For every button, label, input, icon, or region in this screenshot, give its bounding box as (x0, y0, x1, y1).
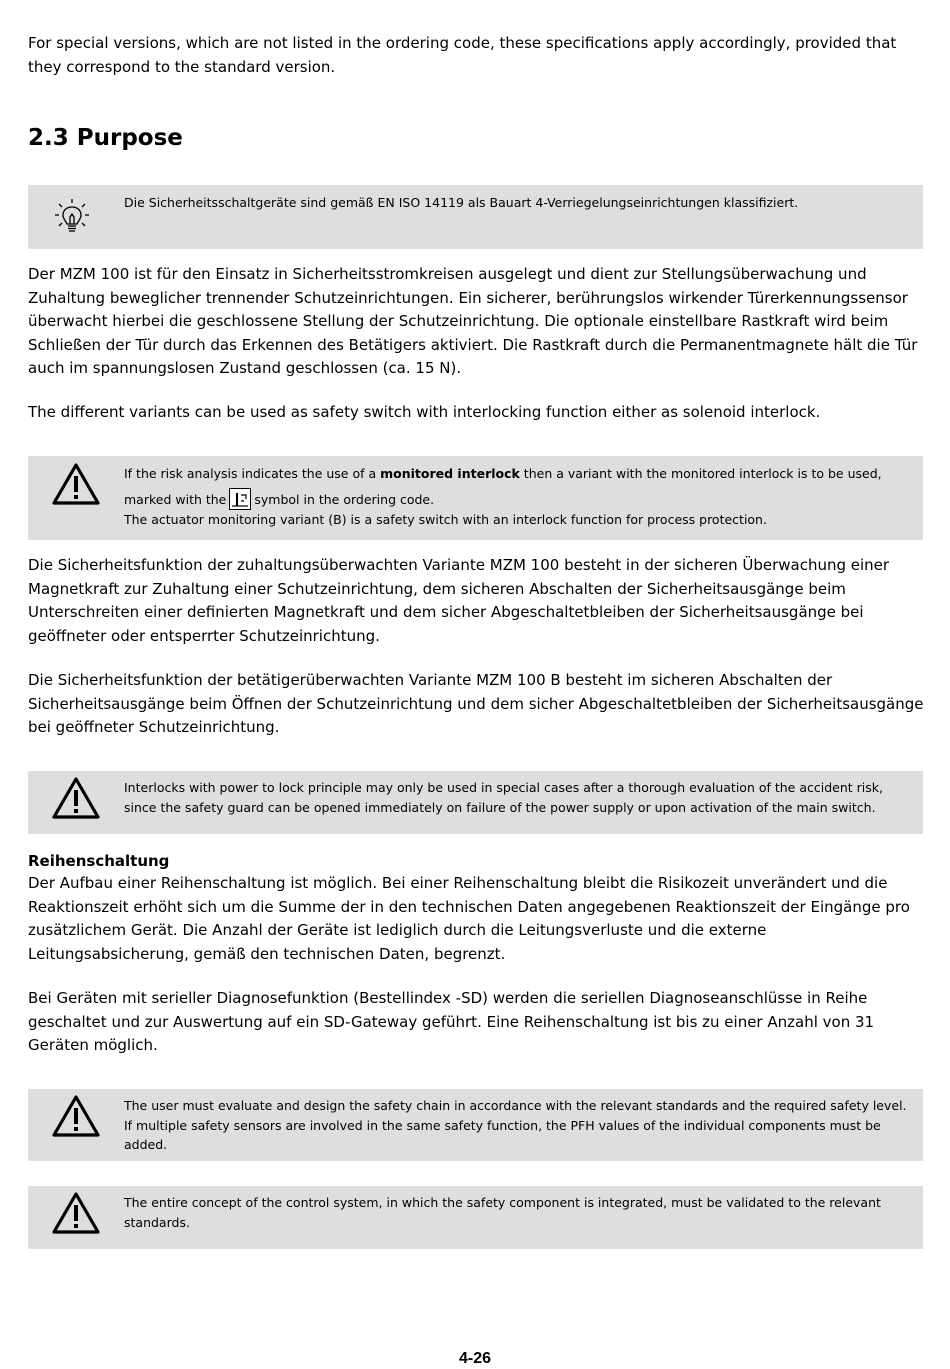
warning-box-power-to-lock (28, 771, 923, 834)
warning-icon (52, 1191, 100, 1239)
warning-text-power-to-lock: Interlocks with power to lock principle may only be used in special cases after a thorough evaluation of the accident risk, since the safety guard can be opened immediately on failure of the power supply or upon activation of the main switch. (124, 780, 883, 815)
warning-box-monitored-interlock (28, 456, 923, 540)
monitored-interlock-emphasis: monitored interlock (380, 466, 520, 481)
series-heading: Reihenschaltung (28, 852, 170, 870)
series-paragraph-1: Der Aufbau einer Reihenschaltung ist möglich. Bei einer Reihenschaltung bleibt die Risikozeit unverändert und die Reaktionszeit erhöht sich um die Summe der in den technischen Daten angegebenen Reaktionszeit der Eingänge pro zusätzlichem Gerät. Die Anzahl der Geräte ist lediglich durch die Leitungsverluste und die externe Leitungsabsicherung, gemäß den technischen Daten, begrenzt. (28, 874, 910, 963)
monitored-interlock-symbol-icon (229, 488, 251, 510)
warning-line-1-start: If the risk analysis indicates the use of a (124, 466, 381, 481)
warning-icon (52, 1094, 100, 1142)
warning-line-2-end: symbol in the ordering code. (254, 491, 435, 507)
warning-icon (52, 776, 100, 824)
tip-note-text: Die Sicherheitsschaltgeräte sind gemäß EN ISO 14119 als Bauart 4-Verriegelungseinrichtungen klassifiziert. (124, 195, 799, 210)
page-number: 4-26 (458, 1350, 492, 1367)
warning-text-control-system: The entire concept of the control system, in which the safety component is integrated, must be validated to the relevant standards. (124, 1195, 881, 1230)
warning-box-control-system (28, 1186, 923, 1249)
warning-line-1-end: then a variant with the monitored interlock is to be used, (519, 466, 882, 481)
warning-line-1 (124, 464, 915, 484)
warning-line-2 (124, 488, 915, 510)
warning-box-safety-chain (28, 1089, 923, 1161)
series-paragraph-2: Bei Geräten mit serieller Diagnosefunktion (Bestellindex -SD) werden die seriellen Diagnoseanschlüsse in Reihe geschaltet und zur Auswertung auf ein SD-Gateway geführt. Eine Reihenschaltung ist bis zu einer Anzahl von 31 Geräten möglich. (28, 989, 875, 1054)
tip-note-box (28, 185, 923, 249)
body-paragraph-3: Die Sicherheitsfunktion der zuhaltungsüberwachten Variante MZM 100 besteht in der sicheren Überwachung einer Magnetkraft zur Zuhaltung einer Schutzeinrichtung, dem sicheren Abschalten der Sicherheitsausgänge beim Unterschreiten einer definierten Magnetkraft und dem sicher Abgeschaltetbleiben der Sicherheitsausgänge bei geöffneter oder entsperrter Schutzeinrichtung. (28, 556, 890, 645)
body-paragraph-1: Der MZM 100 ist für den Einsatz in Sicherheitsstromkreisen ausgelegt und dient zur Stellungsüberwachung und Zuhaltung beweglicher trennender Schutzeinrichtungen. Ein sicherer, berührungslos wirkender Türerkennungssensor überwacht hierbei die geschlossene Stellung der Schutzeinrichtung. Die optionale einstellbare Rastkraft wird beim Schließen der Tür durch das Erkennen des Betätigers aktiviert. Die Rastkraft durch die Permanentmagnete hält die Tür auch im spannungslosen Zustand geschlossen (ca. 15 N). (28, 265, 918, 377)
warning-text-safety-chain: The user must evaluate and design the safety chain in accordance with the relevant standards and the required safety level. If multiple safety sensors are involved in the same safety function, the PFH values of the individual components must be added. (124, 1098, 907, 1152)
warning-line-3: The actuator monitoring variant (B) is a safety switch with an interlock function for process protection. (124, 511, 767, 527)
warning-icon (52, 462, 100, 510)
body-paragraph-4: Die Sicherheitsfunktion der betätigerüberwachten Variante MZM 100 B besteht im sicheren Abschalten der Sicherheitsausgänge beim Öffnen der Schutzeinrichtung und dem sicher Abgeschaltetbleiben der Sicherheitsausgänge bei geöffneter Schutzeinrichtung. (28, 671, 924, 736)
warning-line-2-start: marked with the (124, 491, 227, 507)
body-paragraph-2: The different variants can be used as safety switch with interlocking function either as solenoid interlock. (28, 403, 821, 421)
intro-paragraph: For special versions, which are not listed in the ordering code, these specifications apply accordingly, provided that they correspond to the standard version. (28, 34, 897, 76)
lightbulb-icon (50, 195, 94, 239)
section-title: 2.3 Purpose (28, 125, 183, 151)
